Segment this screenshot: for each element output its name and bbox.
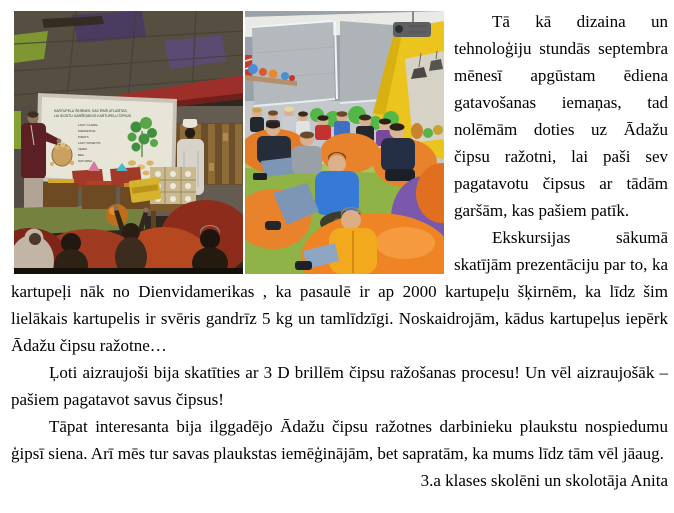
window-blinds — [252, 21, 393, 106]
green-wall-edge — [14, 111, 21, 149]
photo-beanbag-room-image — [245, 11, 444, 274]
svg-text:LADY ROSETTA: LADY ROSETTA — [78, 141, 101, 145]
photo-presentation-room — [14, 11, 243, 274]
paragraph-exciting: Ļoti aizraujoši bija skatīties ar 3 D brillēm čipsu ražošanas procesu! Un vēl aizraujošāk – pašiem pagatavot savus čipsus! — [11, 363, 668, 409]
signature-line: 3.a klases skolēni un skolotāja Anita — [420, 471, 668, 490]
svg-text:VERDI: VERDI — [78, 147, 88, 151]
paragraph-handprints: Tāpat interesanta bija ilggadējo Ādažu čipsu ražotnes darbinieku plaukstu nospiedumu ģipsī siena. Arī mēs tur savas plaukstas iemēģinājām, bet sapratām, ka mums līdz tām vēl jāaug. — [11, 417, 668, 463]
svg-text:SATURNA: SATURNA — [78, 159, 93, 163]
slide-title-line2: LAI IEGŪTU GARŠĪGĀKOS KARTUPEĻU ČIPSUS — [54, 114, 132, 118]
paragraph-excursion: Ekskursijas sākumā skatījām prezentāciju par to, ka kartupeļi nāk no Dienvidamerikas , ka pasaulē ir ap 2000 kartupeļu šķirnēm, ka līdz šim lielākais kartupelis ir svēris gandrīz 5 kg un tamlīdzīgi. Noskaidrojām, kādus kartupeļus iepērk Ādažu čipsu ražotne… — [11, 228, 668, 355]
svg-text:BEA: BEA — [78, 153, 85, 157]
chips-bag — [129, 177, 162, 203]
photo-presentation-room-image — [14, 11, 243, 274]
slide-title-line1: KARTUPEĻU ŠĶIRNES, KAS ĪPAŠI ATLASĪTAS, — [54, 109, 128, 113]
photo-strip — [14, 11, 444, 274]
photo-beanbag-room — [245, 11, 444, 274]
svg-text:MARKETINA: MARKETINA — [78, 129, 96, 133]
svg-text:PIRATS: PIRATS — [78, 135, 89, 139]
svg-text:LADY CLAIRE: LADY CLAIRE — [78, 123, 98, 127]
paragraph-intro: Tā kā dizaina un tehnoloģiju stundās septembra mēnesī apgūstam ēdiena gatavošanas iemaņas, tad nolēmām doties uz Ādažu čipsu ražotni, lai paši sev pagatavotu čipsus ar tādām garšām, kas pašiem patīk. — [454, 12, 668, 220]
